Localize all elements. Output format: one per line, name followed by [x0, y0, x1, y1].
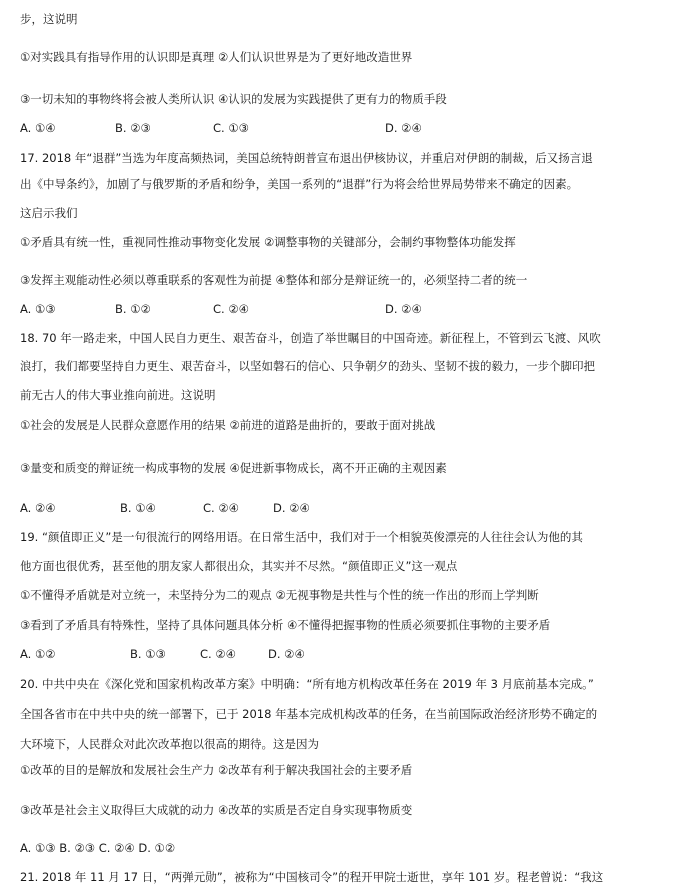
q20-statement-1: ①改革的目的是解放和发展社会生产力 ②改革有利于解决我国社会的主要矛盾	[20, 763, 413, 777]
q17-statement-1: ①矛盾具有统一性，重视同性推动事物变化发展 ②调整事物的关键部分，会制约事物整体功能发挥	[20, 235, 516, 249]
q18-stem-line-1: 18. 70 年一路走来，中国人民自力更生、艰苦奋斗，创造了举世瞩目的中国奇迹。新征程上，不管到云飞渡、风吹	[20, 331, 601, 345]
q19-option-c: C. ②④	[200, 647, 236, 661]
q16-option-d: D. ②④	[385, 121, 422, 135]
q18-option-d: D. ②④	[273, 501, 310, 515]
q17-option-a: A. ①③	[20, 302, 56, 316]
q18-stem-line-3: 前无古人的伟大事业推向前进。这说明	[20, 388, 216, 402]
q18-option-a: A. ②④	[20, 501, 56, 515]
q16-intro-tail: 步，这说明	[20, 12, 78, 26]
q17-stem-line-3: 这启示我们	[20, 206, 78, 220]
q20-statement-2: ③改革是社会主义取得巨大成就的动力 ④改革的实质是否定自身实现事物质变	[20, 803, 413, 817]
q17-stem-line-1: 17. 2018 年“退群”当选为年度高频热词，美国总统特朗普宣布退出伊核协议，并重启对伊朗的制裁，后又扬言退	[20, 151, 593, 165]
q17-options	[20, 302, 680, 316]
q17-option-b: B. ①②	[115, 302, 151, 316]
q16-statement-1: ①对实践具有指导作用的认识即是真理 ②人们认识世界是为了更好地改造世界	[20, 50, 413, 64]
q16-options	[20, 121, 680, 135]
q16-statement-2: ③一切未知的事物终将会被人类所认识 ④认识的发展为实践提供了更有力的物质手段	[20, 92, 447, 106]
q18-statement-1: ①社会的发展是人民群众意愿作用的结果 ②前进的道路是曲折的，要敢于面对挑战	[20, 418, 436, 432]
q18-option-c: C. ②④	[203, 501, 239, 515]
q19-stem-line-2: 他方面也很优秀，甚至他的朋友家人都很出众，其实并不尽然。“颜值即正义”这一观点	[20, 559, 458, 573]
q19-statement-1: ①不懂得矛盾就是对立统一，未坚持分为二的观点 ②无视事物是共性与个性的统一作出的形而上学判断	[20, 588, 539, 602]
q19-stem-line-1: 19. “颜值即正义”是一句很流行的网络用语。在日常生活中，我们对于一个相貌英俊漂亮的人往往会认为他的其	[20, 530, 583, 544]
q16-option-a: A. ①④	[20, 121, 56, 135]
q17-option-d: D. ②④	[385, 302, 422, 316]
q19-option-a: A. ①②	[20, 647, 56, 661]
q20-stem-line-3: 大环境下，人民群众对此次改革抱以很高的期待。这是因为	[20, 737, 319, 751]
q19-option-b: B. ①③	[130, 647, 166, 661]
q17-option-c: C. ②④	[213, 302, 249, 316]
q20-options: A. ①③ B. ②③ C. ②④ D. ①②	[20, 841, 176, 855]
q17-statement-2: ③发挥主观能动性必须以尊重联系的客观性为前提 ④整体和部分是辩证统一的，必须坚持二者的统一	[20, 273, 528, 287]
q19-options	[20, 647, 680, 661]
q18-statement-2: ③量变和质变的辩证统一构成事物的发展 ④促进新事物成长，离不开正确的主观因素	[20, 461, 447, 475]
q19-statement-2: ③看到了矛盾具有特殊性，坚持了具体问题具体分析 ④不懂得把握事物的性质必须要抓住事物的主要矛盾	[20, 618, 551, 632]
q21-stem-line-1: 21. 2018 年 11 月 17 日，“两弹元勋”，被称为“中国核司令”的程开甲院士逝世，享年 101 岁。程老曾说：“我这	[20, 870, 604, 884]
q20-stem-line-1: 20. 中共中央在《深化党和国家机构改革方案》中明确：“所有地方机构改革任务在 2019 年 3 月底前基本完成。”	[20, 677, 594, 691]
q19-option-d: D. ②④	[268, 647, 305, 661]
q17-stem-line-2: 出《中导条约》，加剧了与俄罗斯的矛盾和纷争，美国一系列的“退群”行为将会给世界局势带来不确定的因素。	[20, 177, 579, 191]
q18-options	[20, 501, 680, 515]
q16-option-c: C. ①③	[213, 121, 249, 135]
q16-option-b: B. ②③	[115, 121, 151, 135]
q20-stem-line-2: 全国各省市在中共中央的统一部署下，已于 2018 年基本完成机构改革的任务，在当前国际政治经济形势不确定的	[20, 707, 598, 721]
q18-stem-line-2: 浪打，我们都要坚持自力更生、艰苦奋斗，以坚如磐石的信心、只争朝夕的劲头、坚韧不拔的毅力，一步个脚印把	[20, 359, 595, 373]
q18-option-b: B. ①④	[120, 501, 156, 515]
